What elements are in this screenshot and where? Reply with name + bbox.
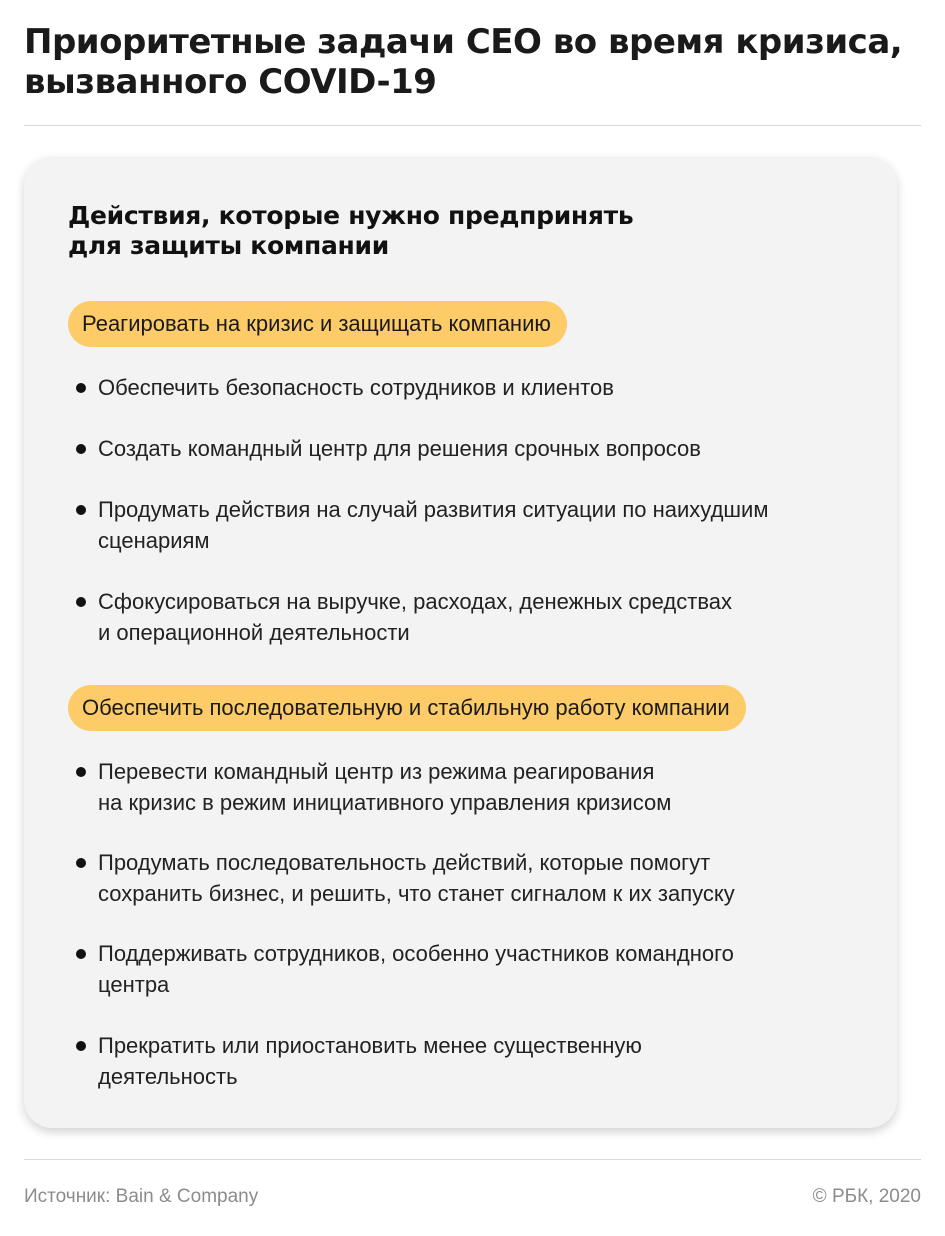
list-item-text-line-2: на кризис в режим инициативного управления кризисом bbox=[98, 790, 672, 815]
top-divider bbox=[24, 125, 921, 126]
bottom-divider bbox=[24, 1159, 921, 1160]
copyright-note: © РБК, 2020 bbox=[812, 1186, 921, 1207]
bullet-dot bbox=[76, 767, 86, 777]
content-card bbox=[24, 157, 897, 1128]
list-item-text-line-1: Продумать действия на случай развития ситуации по наихудшим bbox=[98, 497, 769, 522]
bullet-dot bbox=[76, 383, 86, 393]
list-item-text-line-2: сценариям bbox=[98, 528, 210, 553]
bullet-dot bbox=[76, 949, 86, 959]
bullet-dot bbox=[76, 597, 86, 607]
list-item-text-line-2: сохранить бизнес, и решить, что станет сигналом к их запуску bbox=[98, 881, 735, 906]
list-item-text-line-2: центра bbox=[98, 972, 170, 997]
list-item-text-line-1: Перевести командный центр из режима реагирования bbox=[98, 759, 655, 784]
bullet-dot bbox=[76, 444, 86, 454]
card-heading-line-1: Действия, которые нужно предпринять bbox=[68, 201, 634, 230]
list-item bbox=[76, 847, 876, 909]
section-pill-respond: Реагировать на кризис и защищать компанию bbox=[68, 301, 567, 347]
list-item bbox=[76, 586, 876, 648]
section-pill-stabilize: Обеспечить последовательную и стабильную работу компании bbox=[68, 685, 746, 731]
bullet-dot bbox=[76, 505, 86, 515]
list-item bbox=[76, 433, 876, 464]
list-item-text: Обеспечить безопасность сотрудников и клиентов bbox=[98, 375, 614, 400]
page-title-line-2: вызванного COVID-19 bbox=[24, 62, 437, 102]
list-item-text-line-1: Сфокусироваться на выручке, расходах, денежных средствах bbox=[98, 589, 732, 614]
list-item bbox=[76, 938, 876, 1000]
bullet-dot bbox=[76, 858, 86, 868]
page-title-line-1: Приоритетные задачи CEO во время кризиса, bbox=[24, 22, 903, 62]
list-item-text-line-1: Поддерживать сотрудников, особенно участников командного bbox=[98, 941, 734, 966]
page-title bbox=[24, 22, 924, 102]
list-item-text-line-1: Продумать последовательность действий, которые помогут bbox=[98, 850, 711, 875]
list-item-text-line-2: и операционной деятельности bbox=[98, 620, 410, 645]
card-heading-line-2: для защиты компании bbox=[68, 231, 389, 260]
source-note: Источник: Bain & Company bbox=[24, 1186, 259, 1207]
list-item-text-line-2: деятельность bbox=[98, 1064, 238, 1089]
list-item bbox=[76, 494, 876, 556]
list-item bbox=[76, 1030, 876, 1092]
list-item-text: Создать командный центр для решения срочных вопросов bbox=[98, 436, 701, 461]
list-item bbox=[76, 372, 876, 403]
list-item bbox=[76, 756, 876, 818]
list-item-text-line-1: Прекратить или приостановить менее существенную bbox=[98, 1033, 642, 1058]
bullet-dot bbox=[76, 1041, 86, 1051]
card-heading bbox=[68, 201, 633, 261]
